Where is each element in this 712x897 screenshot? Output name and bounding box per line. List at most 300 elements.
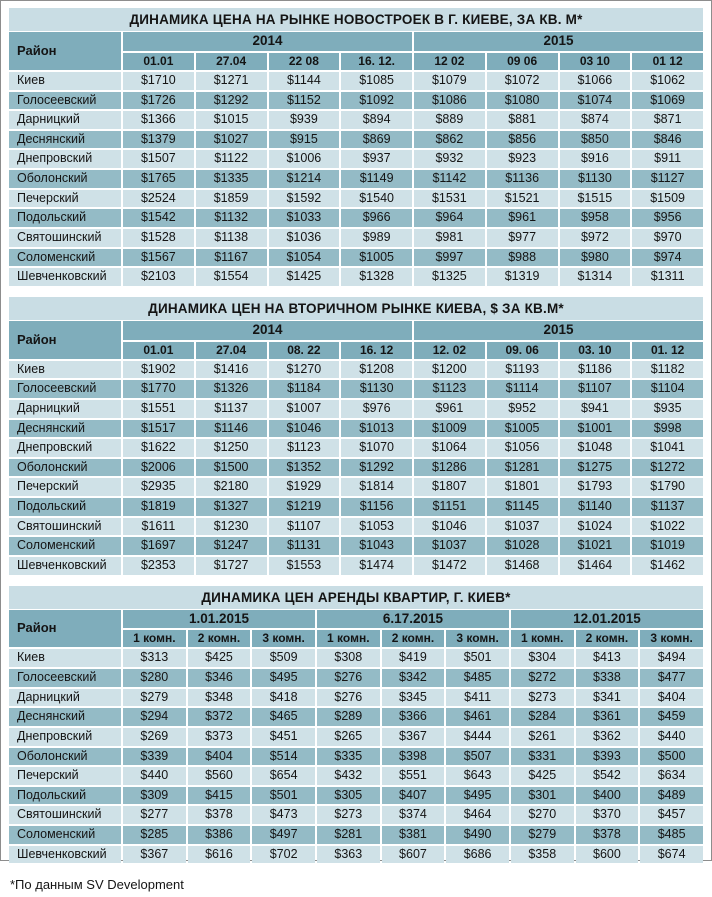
price-cell: $1140: [560, 498, 631, 516]
price-cell: $1048: [560, 439, 631, 457]
price-cell: $1092: [341, 92, 412, 110]
price-cell: $494: [640, 649, 703, 667]
price-cell: $1132: [196, 209, 267, 227]
price-cell: $461: [446, 708, 509, 726]
price-cell: $1072: [487, 72, 558, 90]
price-cell: $1107: [269, 518, 340, 536]
column-group-header: 2014: [123, 321, 412, 340]
price-cell: $367: [382, 728, 445, 746]
district-cell: Киев: [9, 72, 121, 90]
price-cell: $634: [640, 767, 703, 785]
district-cell: Соломенский: [9, 249, 121, 267]
price-cell: $485: [446, 669, 509, 687]
district-cell: Соломенский: [9, 537, 121, 555]
price-cell: $1314: [560, 268, 631, 286]
table-row: [9, 557, 703, 575]
table-title: ДИНАМИКА ЦЕН АРЕНДЫ КВАРТИР, Г. КИЕВ*: [9, 586, 703, 609]
table-row: [9, 649, 703, 667]
price-cell: $1531: [414, 190, 485, 208]
table-row: [9, 249, 703, 267]
district-cell: Печерский: [9, 190, 121, 208]
price-cell: $348: [188, 689, 251, 707]
data-table: [7, 319, 705, 577]
price-cell: $308: [317, 649, 380, 667]
price-cell: $1114: [487, 380, 558, 398]
district-cell: Печерский: [9, 478, 121, 496]
district-cell: Святошинский: [9, 806, 121, 824]
price-cell: $277: [123, 806, 186, 824]
price-cell: $1070: [341, 439, 412, 457]
district-cell: Голосеевский: [9, 669, 121, 687]
table-row: [9, 400, 703, 418]
secondary-market-price-table: [9, 297, 703, 577]
price-cell: $961: [414, 400, 485, 418]
price-cell: $1028: [487, 537, 558, 555]
price-cell: $1066: [560, 72, 631, 90]
district-cell: Печерский: [9, 767, 121, 785]
price-cell: $856: [487, 131, 558, 149]
table-row: [9, 826, 703, 844]
price-cell: $1022: [632, 518, 703, 536]
price-cell: $272: [511, 669, 574, 687]
price-cell: $1086: [414, 92, 485, 110]
price-cell: $1152: [269, 92, 340, 110]
column-header: 1 комн.: [317, 630, 380, 647]
price-cell: $1247: [196, 537, 267, 555]
column-header: 22 08: [269, 53, 340, 70]
price-cell: $338: [576, 669, 639, 687]
price-cell: $289: [317, 708, 380, 726]
column-header: 27.04: [196, 342, 267, 359]
column-header: 09 06: [487, 53, 558, 70]
price-cell: $966: [341, 209, 412, 227]
price-cell: $1046: [269, 420, 340, 438]
price-cell: $440: [640, 728, 703, 746]
price-cell: $404: [640, 689, 703, 707]
price-cell: $1104: [632, 380, 703, 398]
price-cell: $1193: [487, 361, 558, 379]
price-cell: $1464: [560, 557, 631, 575]
price-cell: $1311: [632, 268, 703, 286]
price-cell: $1036: [269, 229, 340, 247]
price-cell: $1033: [269, 209, 340, 227]
district-cell: Оболонский: [9, 459, 121, 477]
price-cell: $1521: [487, 190, 558, 208]
price-cell: $284: [511, 708, 574, 726]
row-header-label: Район: [9, 32, 121, 70]
column-header: 01.01: [123, 53, 194, 70]
price-cell: $1509: [632, 190, 703, 208]
table-row: [9, 190, 703, 208]
price-cell: $1062: [632, 72, 703, 90]
price-cell: $490: [446, 826, 509, 844]
district-cell: Дарницкий: [9, 400, 121, 418]
price-cell: $997: [414, 249, 485, 267]
column-header: 08. 22: [269, 342, 340, 359]
price-cell: $1041: [632, 439, 703, 457]
price-cell: $881: [487, 111, 558, 129]
price-cell: $378: [188, 806, 251, 824]
price-cell: $958: [560, 209, 631, 227]
price-cell: $702: [252, 846, 315, 864]
price-cell: $1500: [196, 459, 267, 477]
price-cell: $1697: [123, 537, 194, 555]
price-cell: $1507: [123, 150, 194, 168]
price-cell: $939: [269, 111, 340, 129]
price-cell: $674: [640, 846, 703, 864]
price-cell: $1219: [269, 498, 340, 516]
column-header: 2 комн.: [576, 630, 639, 647]
price-cell: $1462: [632, 557, 703, 575]
price-cell: $871: [632, 111, 703, 129]
price-cell: $309: [123, 787, 186, 805]
price-cell: $846: [632, 131, 703, 149]
price-cell: $862: [414, 131, 485, 149]
price-cell: $1902: [123, 361, 194, 379]
price-cell: $1019: [632, 537, 703, 555]
price-cell: $489: [640, 787, 703, 805]
district-cell: Подольский: [9, 787, 121, 805]
price-cell: $1079: [414, 72, 485, 90]
price-cell: $1540: [341, 190, 412, 208]
price-cell: $265: [317, 728, 380, 746]
price-cell: $378: [576, 826, 639, 844]
price-cell: $1726: [123, 92, 194, 110]
price-cell: $473: [252, 806, 315, 824]
price-cell: $600: [576, 846, 639, 864]
price-cell: $1801: [487, 478, 558, 496]
price-cell: $1814: [341, 478, 412, 496]
price-cell: $1352: [269, 459, 340, 477]
price-cell: $1328: [341, 268, 412, 286]
price-cell: $276: [317, 689, 380, 707]
price-cell: $998: [632, 420, 703, 438]
price-cell: $1250: [196, 439, 267, 457]
price-cell: $1230: [196, 518, 267, 536]
price-cell: $874: [560, 111, 631, 129]
price-cell: $459: [640, 708, 703, 726]
table-body: [9, 72, 703, 286]
price-cell: $1319: [487, 268, 558, 286]
district-cell: Шевченковский: [9, 557, 121, 575]
price-cell: $1710: [123, 72, 194, 90]
price-cell: $451: [252, 728, 315, 746]
price-cell: $972: [560, 229, 631, 247]
price-cell: $869: [341, 131, 412, 149]
price-cell: $1001: [560, 420, 631, 438]
price-cell: $367: [123, 846, 186, 864]
district-cell: Дарницкий: [9, 111, 121, 129]
price-cell: $1528: [123, 229, 194, 247]
price-cell: $1037: [487, 518, 558, 536]
price-cell: $1137: [196, 400, 267, 418]
district-cell: Днепровский: [9, 439, 121, 457]
district-cell: Подольский: [9, 209, 121, 227]
rent-price-table: [9, 586, 703, 866]
price-cell: $1156: [341, 498, 412, 516]
price-cell: $941: [560, 400, 631, 418]
price-cell: $485: [640, 826, 703, 844]
price-cell: $1054: [269, 249, 340, 267]
price-cell: $1007: [269, 400, 340, 418]
price-cell: $970: [632, 229, 703, 247]
table-row: [9, 131, 703, 149]
price-cell: $1790: [632, 478, 703, 496]
data-table: [7, 608, 705, 866]
price-cell: $1793: [560, 478, 631, 496]
district-cell: Оболонский: [9, 170, 121, 188]
price-cell: $411: [446, 689, 509, 707]
price-cell: $514: [252, 748, 315, 766]
column-header: 27.04: [196, 53, 267, 70]
table-row: [9, 229, 703, 247]
price-cell: $1056: [487, 439, 558, 457]
price-cell: $1080: [487, 92, 558, 110]
table-row: [9, 708, 703, 726]
table-row: [9, 689, 703, 707]
price-cell: $294: [123, 708, 186, 726]
price-cell: $1006: [269, 150, 340, 168]
price-cell: $270: [511, 806, 574, 824]
district-cell: Деснянский: [9, 131, 121, 149]
price-cell: $1770: [123, 380, 194, 398]
district-cell: Подольский: [9, 498, 121, 516]
district-cell: Голосеевский: [9, 92, 121, 110]
price-cell: $415: [188, 787, 251, 805]
price-cell: $373: [188, 728, 251, 746]
table-row: [9, 420, 703, 438]
price-cell: $465: [252, 708, 315, 726]
table-row: [9, 459, 703, 477]
price-cell: $1611: [123, 518, 194, 536]
price-cell: $280: [123, 669, 186, 687]
price-cell: $889: [414, 111, 485, 129]
district-cell: Святошинский: [9, 229, 121, 247]
price-cell: $1123: [414, 380, 485, 398]
price-cell: $1137: [632, 498, 703, 516]
price-cell: $341: [576, 689, 639, 707]
price-cell: $1024: [560, 518, 631, 536]
price-cell: $285: [123, 826, 186, 844]
column-group-header: 6.17.2015: [317, 610, 509, 629]
price-cell: $932: [414, 150, 485, 168]
column-header: 3 комн.: [640, 630, 703, 647]
price-cell: $1554: [196, 268, 267, 286]
column-header: 01 12: [632, 53, 703, 70]
price-cell: $1146: [196, 420, 267, 438]
price-cell: $1272: [632, 459, 703, 477]
table-header: [9, 321, 703, 359]
price-cell: $1326: [196, 380, 267, 398]
table-row: [9, 268, 703, 286]
column-header: 3 комн.: [446, 630, 509, 647]
price-cell: $850: [560, 131, 631, 149]
column-group-header: 2015: [414, 32, 703, 51]
table-row: [9, 537, 703, 555]
district-cell: Деснянский: [9, 708, 121, 726]
price-cell: $894: [341, 111, 412, 129]
price-cell: $2524: [123, 190, 194, 208]
price-cell: $457: [640, 806, 703, 824]
price-cell: $607: [382, 846, 445, 864]
price-cell: $361: [576, 708, 639, 726]
price-cell: $362: [576, 728, 639, 746]
price-cell: $1142: [414, 170, 485, 188]
price-cell: $1208: [341, 361, 412, 379]
district-cell: Оболонский: [9, 748, 121, 766]
price-cell: $616: [188, 846, 251, 864]
price-cell: $1013: [341, 420, 412, 438]
price-cell: $916: [560, 150, 631, 168]
data-table: [7, 30, 705, 288]
price-cell: $1425: [269, 268, 340, 286]
column-header: 12 02: [414, 53, 485, 70]
price-cell: $1015: [196, 111, 267, 129]
price-cell: $1515: [560, 190, 631, 208]
price-cell: $560: [188, 767, 251, 785]
district-cell: Днепровский: [9, 150, 121, 168]
price-cell: $1149: [341, 170, 412, 188]
price-cell: $1182: [632, 361, 703, 379]
table-header: [9, 610, 703, 648]
price-cell: $686: [446, 846, 509, 864]
price-cell: $1021: [560, 537, 631, 555]
price-cell: $1474: [341, 557, 412, 575]
price-cell: $363: [317, 846, 380, 864]
price-cell: $372: [188, 708, 251, 726]
price-cell: $418: [252, 689, 315, 707]
price-cell: $345: [382, 689, 445, 707]
price-cell: $1167: [196, 249, 267, 267]
price-cell: $1107: [560, 380, 631, 398]
table-row: [9, 209, 703, 227]
price-cell: $1727: [196, 557, 267, 575]
price-cell: $501: [252, 787, 315, 805]
price-cell: $551: [382, 767, 445, 785]
price-cell: $497: [252, 826, 315, 844]
price-cell: $980: [560, 249, 631, 267]
district-cell: Деснянский: [9, 420, 121, 438]
price-cell: $509: [252, 649, 315, 667]
price-cell: $1131: [269, 537, 340, 555]
column-header: 01. 12: [632, 342, 703, 359]
price-cell: $1043: [341, 537, 412, 555]
price-cell: $269: [123, 728, 186, 746]
district-cell: Киев: [9, 361, 121, 379]
price-cell: $366: [382, 708, 445, 726]
price-cell: $400: [576, 787, 639, 805]
column-header: 16. 12.: [341, 53, 412, 70]
price-cell: $358: [511, 846, 574, 864]
price-cell: $374: [382, 806, 445, 824]
price-cell: $444: [446, 728, 509, 746]
price-cell: $923: [487, 150, 558, 168]
column-header: 16. 12: [341, 342, 412, 359]
price-cell: $981: [414, 229, 485, 247]
price-cell: $425: [188, 649, 251, 667]
price-cell: $331: [511, 748, 574, 766]
price-cell: $335: [317, 748, 380, 766]
table-body: [9, 649, 703, 863]
price-cell: $1130: [341, 380, 412, 398]
price-cell: $313: [123, 649, 186, 667]
price-cell: $500: [640, 748, 703, 766]
table-row: [9, 150, 703, 168]
price-cell: $425: [511, 767, 574, 785]
price-cell: $393: [576, 748, 639, 766]
price-cell: $464: [446, 806, 509, 824]
table-row: [9, 728, 703, 746]
price-cell: $477: [640, 669, 703, 687]
price-cell: $915: [269, 131, 340, 149]
price-cell: $1127: [632, 170, 703, 188]
table-row: [9, 767, 703, 785]
price-cell: $273: [511, 689, 574, 707]
price-cell: $495: [252, 669, 315, 687]
column-header: 09. 06: [487, 342, 558, 359]
price-cell: $1292: [341, 459, 412, 477]
table-row: [9, 439, 703, 457]
price-cell: $1819: [123, 498, 194, 516]
column-header: 03. 10: [560, 342, 631, 359]
price-cell: $2103: [123, 268, 194, 286]
price-cell: $440: [123, 767, 186, 785]
price-cell: $964: [414, 209, 485, 227]
table-header: [9, 32, 703, 70]
column-header: 1 комн.: [511, 630, 574, 647]
price-cell: $1085: [341, 72, 412, 90]
price-cell: $305: [317, 787, 380, 805]
table-row: [9, 92, 703, 110]
price-cell: $273: [317, 806, 380, 824]
column-group-header: 2015: [414, 321, 703, 340]
price-cell: $977: [487, 229, 558, 247]
price-cell: $304: [511, 649, 574, 667]
price-cell: $1009: [414, 420, 485, 438]
table-row: [9, 170, 703, 188]
price-cell: $1416: [196, 361, 267, 379]
price-cell: $507: [446, 748, 509, 766]
price-cell: $1270: [269, 361, 340, 379]
price-cell: $1271: [196, 72, 267, 90]
price-cell: $1567: [123, 249, 194, 267]
price-cell: $1325: [414, 268, 485, 286]
table-body: [9, 361, 703, 575]
price-cell: $1122: [196, 150, 267, 168]
price-cell: $1592: [269, 190, 340, 208]
price-cell: $386: [188, 826, 251, 844]
price-cell: $1275: [560, 459, 631, 477]
price-cell: $1184: [269, 380, 340, 398]
district-cell: Соломенский: [9, 826, 121, 844]
price-cell: $2935: [123, 478, 194, 496]
price-cell: $1136: [487, 170, 558, 188]
price-cell: $261: [511, 728, 574, 746]
table-row: [9, 748, 703, 766]
price-cell: $495: [446, 787, 509, 805]
table-row: [9, 669, 703, 687]
price-cell: $1005: [341, 249, 412, 267]
price-cell: $432: [317, 767, 380, 785]
footnote: *По данным SV Development: [10, 877, 184, 893]
table-title: ДИНАМИКА ЦЕНА НА РЫНКЕ НОВОСТРОЕК В Г. КИЕВЕ, ЗА КВ. М*: [9, 8, 703, 31]
price-cell: $935: [632, 400, 703, 418]
price-cell: $1123: [269, 439, 340, 457]
column-header: 2 комн.: [188, 630, 251, 647]
column-header: 3 комн.: [252, 630, 315, 647]
table-row: [9, 111, 703, 129]
price-cell: $1366: [123, 111, 194, 129]
